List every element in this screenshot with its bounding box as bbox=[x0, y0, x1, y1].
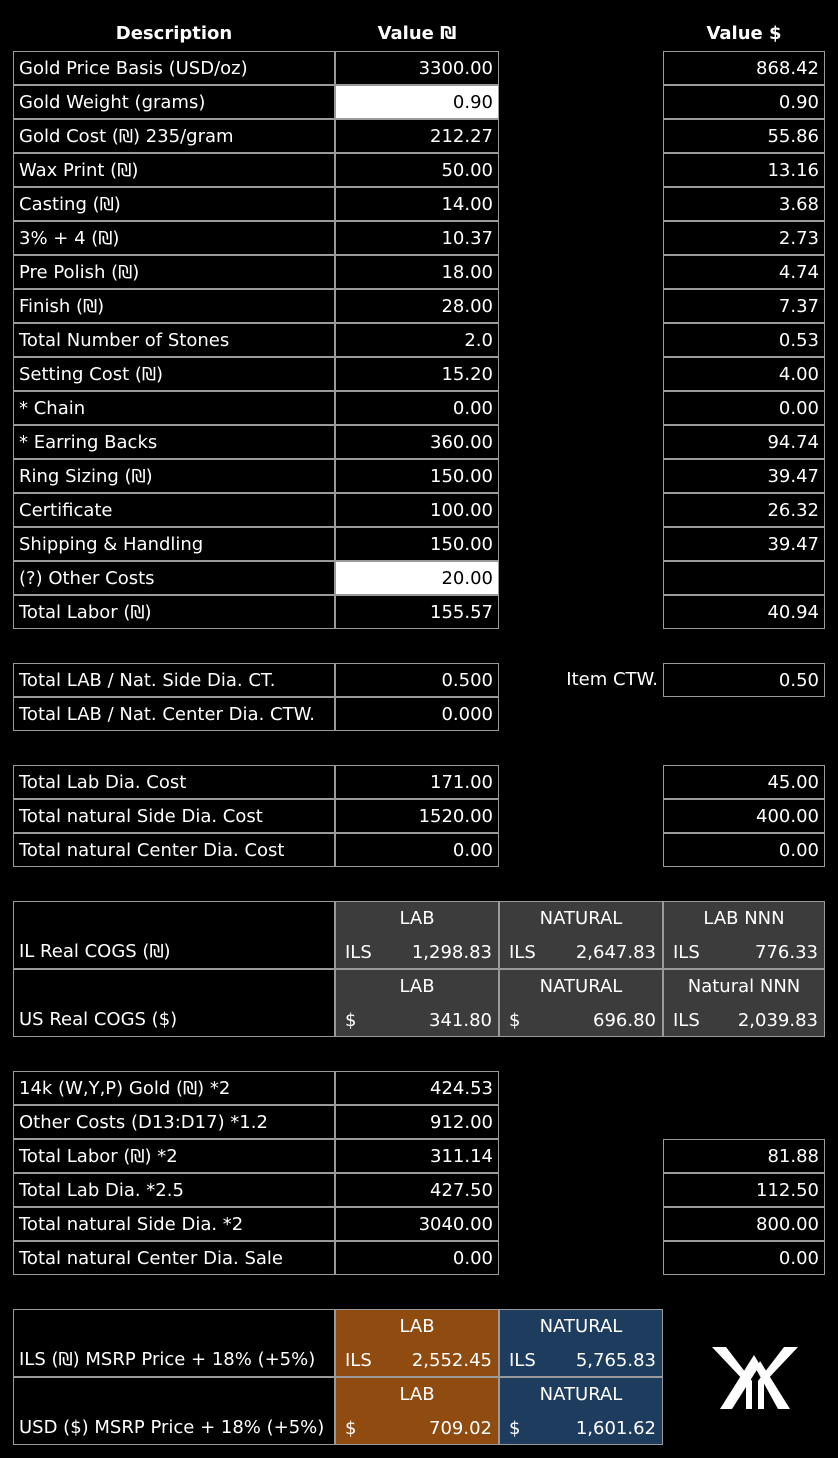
cost-row-usd-value: 4.00 bbox=[663, 357, 825, 391]
cogs-cell bbox=[663, 901, 825, 969]
cost-row-ils-value: 360.00 bbox=[335, 425, 499, 459]
ct-row-label: Total LAB / Nat. Center Dia. CTW. bbox=[13, 697, 335, 731]
item-ctw-value: 0.50 bbox=[663, 663, 825, 697]
sale-row-label: Other Costs (D13:D17) *1.2 bbox=[13, 1105, 335, 1139]
cogs-value-row bbox=[664, 1004, 824, 1037]
cost-row-ils-value: 150.00 bbox=[335, 527, 499, 561]
msrp-col-header: LAB bbox=[399, 1316, 435, 1337]
cogs-value-row bbox=[500, 1004, 662, 1037]
cost-row-ils-value: 10.37 bbox=[335, 221, 499, 255]
msrp-value-row bbox=[336, 1344, 498, 1377]
currency-label: $ bbox=[345, 1418, 357, 1439]
msrp-value-row bbox=[500, 1412, 662, 1445]
cost-row-label: Pre Polish (₪) bbox=[13, 255, 335, 289]
cost-row-ils-value: 150.00 bbox=[335, 459, 499, 493]
cost-row-usd-value: 3.68 bbox=[663, 187, 825, 221]
cost-row-label: Finish (₪) bbox=[13, 289, 335, 323]
cogs-cell bbox=[499, 901, 663, 969]
msrp-value-row bbox=[500, 1344, 662, 1377]
cost-row-usd-value: 2.73 bbox=[663, 221, 825, 255]
msrp-amount: 709.02 bbox=[429, 1418, 492, 1439]
cost-row-usd-value bbox=[663, 561, 825, 595]
cost-row-ils-value: 15.20 bbox=[335, 357, 499, 391]
cogs-value-row bbox=[500, 936, 662, 969]
cogs-amount: 1,298.83 bbox=[411, 942, 492, 963]
cost-row-label: (?) Other Costs bbox=[13, 561, 335, 595]
ya-monogram-logo-icon bbox=[712, 1343, 798, 1413]
msrp-col-header: NATURAL bbox=[539, 1384, 623, 1405]
cost-row-ils-value: 100.00 bbox=[335, 493, 499, 527]
cost-row-label: Gold Price Basis (USD/oz) bbox=[13, 51, 335, 85]
msrp-col-header: LAB bbox=[399, 1384, 435, 1405]
header-value-ils: Value ₪ bbox=[377, 23, 457, 44]
cogs-col-header: LAB bbox=[399, 908, 435, 929]
cost-row-ils-value[interactable]: 0.90 bbox=[335, 85, 499, 119]
diamond-cost-ils: 171.00 bbox=[335, 765, 499, 799]
sale-row-label: Total natural Center Dia. Sale bbox=[13, 1241, 335, 1275]
msrp-col-header: NATURAL bbox=[539, 1316, 623, 1337]
sale-row-ils: 912.00 bbox=[335, 1105, 499, 1139]
cost-row-usd-value: 0.00 bbox=[663, 391, 825, 425]
cost-row-ils-value: 28.00 bbox=[335, 289, 499, 323]
cost-row-label: Shipping & Handling bbox=[13, 527, 335, 561]
cogs-amount: 696.80 bbox=[593, 1010, 656, 1031]
cogs-value-row bbox=[664, 936, 824, 969]
msrp-lab-cell bbox=[335, 1309, 499, 1377]
sale-row-usd: 81.88 bbox=[663, 1139, 825, 1173]
sale-row-label: Total natural Side Dia. *2 bbox=[13, 1207, 335, 1241]
ct-row-value: 0.500 bbox=[335, 663, 499, 697]
cogs-label: US Real COGS ($) bbox=[13, 969, 335, 1037]
cost-row-usd-value: 4.74 bbox=[663, 255, 825, 289]
cogs-col-header: LAB NNN bbox=[703, 908, 785, 929]
sale-row-label: Total Labor (₪) *2 bbox=[13, 1139, 335, 1173]
cost-row-usd-value: 0.90 bbox=[663, 85, 825, 119]
cost-row-ils-value: 3300.00 bbox=[335, 51, 499, 85]
cost-row-usd-value: 94.74 bbox=[663, 425, 825, 459]
cogs-amount: 2,039.83 bbox=[737, 1010, 818, 1031]
cost-row-usd-value: 13.16 bbox=[663, 153, 825, 187]
cost-row-usd-value: 55.86 bbox=[663, 119, 825, 153]
currency-label: ILS bbox=[673, 1010, 700, 1031]
cost-row-ils-value: 50.00 bbox=[335, 153, 499, 187]
cost-row-label: * Earring Backs bbox=[13, 425, 335, 459]
currency-label: ILS bbox=[673, 942, 700, 963]
cost-row-usd-value: 39.47 bbox=[663, 527, 825, 561]
cogs-amount: 2,647.83 bbox=[575, 942, 656, 963]
ct-row-label: Total LAB / Nat. Side Dia. CT. bbox=[13, 663, 335, 697]
cost-row-label: Total Number of Stones bbox=[13, 323, 335, 357]
cost-row-label: Gold Weight (grams) bbox=[13, 85, 335, 119]
currency-label: ILS bbox=[345, 1350, 372, 1371]
diamond-cost-ils: 1520.00 bbox=[335, 799, 499, 833]
sale-row-usd: 0.00 bbox=[663, 1241, 825, 1275]
currency-label: $ bbox=[509, 1010, 521, 1031]
msrp-value-row bbox=[336, 1412, 498, 1445]
msrp-label: ILS (₪) MSRP Price + 18% (+5%) bbox=[13, 1309, 335, 1377]
msrp-amount: 5,765.83 bbox=[575, 1350, 656, 1371]
cost-row-ils-value: 155.57 bbox=[335, 595, 499, 629]
cost-row-label: Certificate bbox=[13, 493, 335, 527]
sale-row-ils: 3040.00 bbox=[335, 1207, 499, 1241]
msrp-amount: 1,601.62 bbox=[575, 1418, 656, 1439]
sale-row-ils: 427.50 bbox=[335, 1173, 499, 1207]
sale-row-ils: 424.53 bbox=[335, 1071, 499, 1105]
msrp-lab-cell bbox=[335, 1377, 499, 1445]
cost-row-usd-value: 40.94 bbox=[663, 595, 825, 629]
sale-row-usd: 800.00 bbox=[663, 1207, 825, 1241]
cost-row-label: Setting Cost (₪) bbox=[13, 357, 335, 391]
diamond-cost-label: Total Lab Dia. Cost bbox=[13, 765, 335, 799]
cogs-cell bbox=[499, 969, 663, 1037]
header-value-usd: Value $ bbox=[706, 23, 782, 44]
currency-label: ILS bbox=[345, 942, 372, 963]
msrp-amount: 2,552.45 bbox=[411, 1350, 492, 1371]
cost-row-label: Gold Cost (₪) 235/gram bbox=[13, 119, 335, 153]
currency-label: $ bbox=[345, 1010, 357, 1031]
cogs-cell bbox=[335, 969, 499, 1037]
diamond-cost-label: Total natural Center Dia. Cost bbox=[13, 833, 335, 867]
cost-row-label: Wax Print (₪) bbox=[13, 153, 335, 187]
cost-row-label: * Chain bbox=[13, 391, 335, 425]
cost-row-ils-value: 14.00 bbox=[335, 187, 499, 221]
msrp-label: USD ($) MSRP Price + 18% (+5%) bbox=[13, 1377, 335, 1445]
currency-label: $ bbox=[509, 1418, 521, 1439]
cost-row-label: Ring Sizing (₪) bbox=[13, 459, 335, 493]
cost-row-usd-value: 0.53 bbox=[663, 323, 825, 357]
cost-row-usd-value: 7.37 bbox=[663, 289, 825, 323]
cost-row-usd-value: 868.42 bbox=[663, 51, 825, 85]
cogs-value-row bbox=[336, 1004, 498, 1037]
cogs-amount: 776.33 bbox=[755, 942, 818, 963]
item-ctw-label: Item CTW. bbox=[566, 669, 658, 690]
diamond-cost-label: Total natural Side Dia. Cost bbox=[13, 799, 335, 833]
ct-row-value: 0.000 bbox=[335, 697, 499, 731]
cost-row-ils-value: 0.00 bbox=[335, 391, 499, 425]
cogs-cell bbox=[335, 901, 499, 969]
cost-row-usd-value: 26.32 bbox=[663, 493, 825, 527]
cost-row-ils-value: 212.27 bbox=[335, 119, 499, 153]
currency-label: ILS bbox=[509, 942, 536, 963]
cost-row-ils-value[interactable]: 20.00 bbox=[335, 561, 499, 595]
sale-row-usd: 112.50 bbox=[663, 1173, 825, 1207]
diamond-cost-usd: 45.00 bbox=[663, 765, 825, 799]
cogs-amount: 341.80 bbox=[429, 1010, 492, 1031]
cost-row-label: Casting (₪) bbox=[13, 187, 335, 221]
diamond-cost-ils: 0.00 bbox=[335, 833, 499, 867]
msrp-natural-cell bbox=[499, 1309, 663, 1377]
header-description: Description bbox=[115, 23, 233, 44]
sale-row-ils: 0.00 bbox=[335, 1241, 499, 1275]
cost-row-label: 3% + 4 (₪) bbox=[13, 221, 335, 255]
cost-row-usd-value: 39.47 bbox=[663, 459, 825, 493]
cogs-label: IL Real COGS (₪) bbox=[13, 901, 335, 969]
cogs-col-header: Natural NNN bbox=[687, 976, 801, 997]
cost-row-ils-value: 2.0 bbox=[335, 323, 499, 357]
cogs-col-header: NATURAL bbox=[539, 908, 623, 929]
cost-row-ils-value: 18.00 bbox=[335, 255, 499, 289]
currency-label: ILS bbox=[509, 1350, 536, 1371]
diamond-cost-usd: 400.00 bbox=[663, 799, 825, 833]
msrp-natural-cell bbox=[499, 1377, 663, 1445]
diamond-cost-usd: 0.00 bbox=[663, 833, 825, 867]
sale-row-label: 14k (W,Y,P) Gold (₪) *2 bbox=[13, 1071, 335, 1105]
sale-row-label: Total Lab Dia. *2.5 bbox=[13, 1173, 335, 1207]
cogs-col-header: NATURAL bbox=[539, 976, 623, 997]
sale-row-ils: 311.14 bbox=[335, 1139, 499, 1173]
cogs-col-header: LAB bbox=[399, 976, 435, 997]
cogs-cell bbox=[663, 969, 825, 1037]
cost-row-label: Total Labor (₪) bbox=[13, 595, 335, 629]
cogs-value-row bbox=[336, 936, 498, 969]
